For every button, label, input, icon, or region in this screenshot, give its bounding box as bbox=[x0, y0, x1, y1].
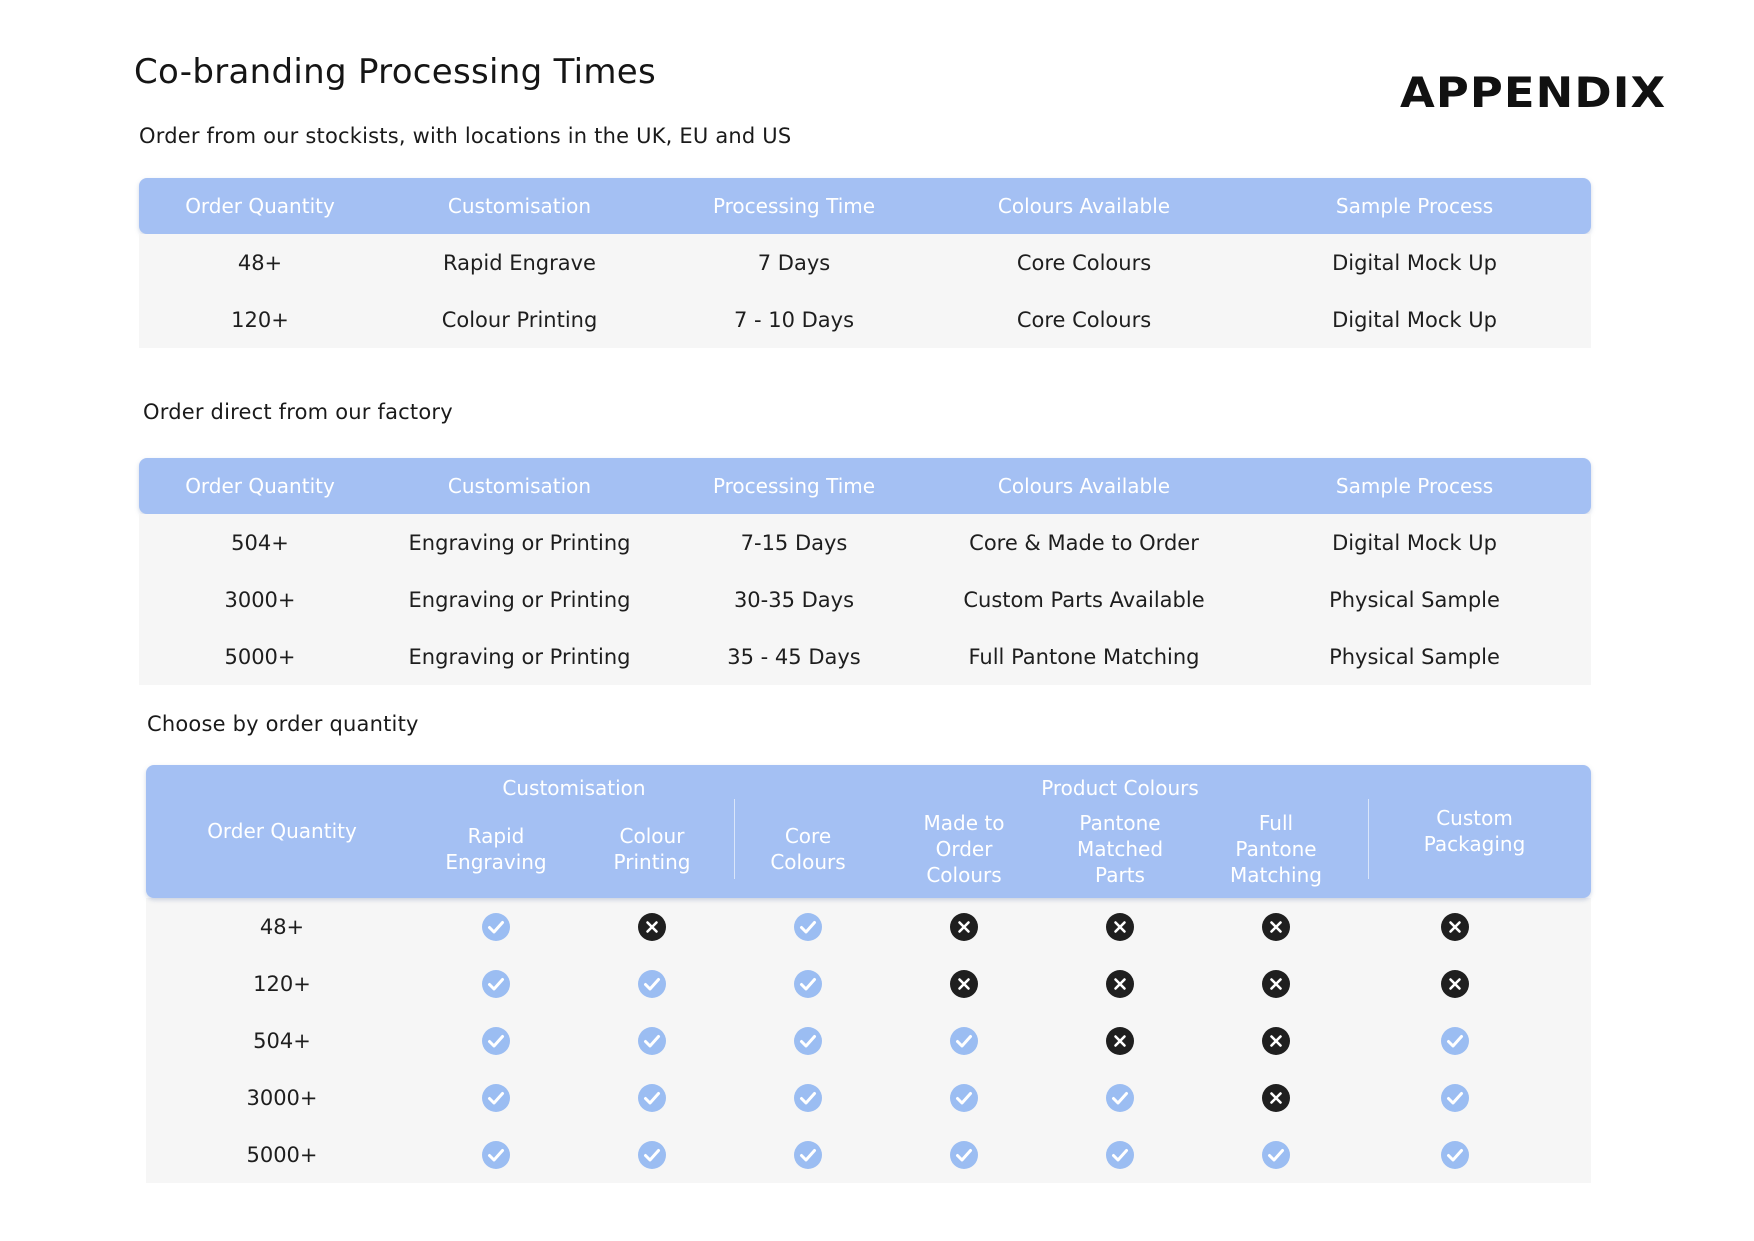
header-processing-time: Processing Time bbox=[712, 194, 876, 218]
check-icon bbox=[730, 1026, 886, 1056]
cross-icon bbox=[886, 969, 1042, 999]
header-order-quantity: Order Quantity bbox=[207, 819, 357, 843]
group-customisation: Customisation bbox=[502, 776, 646, 800]
page-title: Co-branding Processing Times bbox=[134, 52, 657, 92]
header-core-colours bbox=[730, 823, 886, 875]
cross-icon bbox=[1198, 912, 1354, 942]
cell-quantity: 120+ bbox=[253, 971, 311, 996]
cell-quantity: 5000+ bbox=[224, 644, 296, 669]
cell-colours: Core Colours bbox=[1016, 250, 1152, 275]
table-row bbox=[146, 1126, 1591, 1183]
header-line: Custom bbox=[1436, 806, 1513, 830]
header-custom-packaging bbox=[1374, 805, 1575, 857]
header-full-pantone bbox=[1198, 810, 1354, 888]
header-colours-available: Colours Available bbox=[997, 474, 1171, 498]
header-line: Packaging bbox=[1423, 832, 1526, 856]
header-colour-printing bbox=[574, 823, 730, 875]
table-header bbox=[139, 458, 1591, 514]
header-line: Engraving bbox=[445, 850, 547, 874]
table-row bbox=[139, 628, 1591, 685]
stockists-table bbox=[139, 178, 1591, 348]
cell-quantity: 5000+ bbox=[246, 1142, 318, 1167]
table-row bbox=[139, 291, 1591, 348]
cell-quantity: 48+ bbox=[259, 914, 305, 939]
header-line: Pantone bbox=[1079, 811, 1161, 835]
cell-sample: Digital Mock Up bbox=[1332, 307, 1497, 332]
check-icon bbox=[730, 969, 886, 999]
check-icon bbox=[886, 1140, 1042, 1170]
cell-quantity: 48+ bbox=[237, 250, 283, 275]
check-icon bbox=[418, 1083, 574, 1113]
quantity-matrix bbox=[146, 765, 1591, 1183]
section2-heading: Order direct from our factory bbox=[143, 400, 453, 424]
check-icon bbox=[1354, 1140, 1555, 1170]
cell-customisation: Engraving or Printing bbox=[408, 587, 631, 612]
check-icon bbox=[418, 1140, 574, 1170]
cross-icon bbox=[574, 912, 730, 942]
cell-quantity: 504+ bbox=[231, 530, 289, 555]
cell-customisation: Engraving or Printing bbox=[408, 644, 631, 669]
table-row bbox=[139, 571, 1591, 628]
check-icon bbox=[418, 912, 574, 942]
cross-icon bbox=[1198, 969, 1354, 999]
header-colours-available: Colours Available bbox=[997, 194, 1171, 218]
header-sample-process: Sample Process bbox=[1335, 474, 1494, 498]
cell-quantity: 3000+ bbox=[246, 1085, 318, 1110]
cross-icon bbox=[1198, 1026, 1354, 1056]
matrix-header bbox=[146, 765, 1591, 898]
cell-processing-time: 35 - 45 Days bbox=[727, 644, 861, 669]
cell-processing-time: 7-15 Days bbox=[740, 530, 848, 555]
check-icon bbox=[574, 969, 730, 999]
header-line: Printing bbox=[613, 850, 691, 874]
header-divider bbox=[1368, 799, 1369, 879]
check-icon bbox=[1042, 1140, 1198, 1170]
header-order-quantity: Order Quantity bbox=[185, 194, 335, 218]
cell-customisation: Rapid Engrave bbox=[443, 250, 596, 275]
cross-icon bbox=[1042, 912, 1198, 942]
table-row bbox=[146, 1012, 1591, 1069]
header-line: Parts bbox=[1095, 863, 1145, 887]
cell-colours: Custom Parts Available bbox=[963, 587, 1205, 612]
check-icon bbox=[730, 1083, 886, 1113]
cell-customisation: Colour Printing bbox=[441, 307, 598, 332]
check-icon bbox=[730, 1140, 886, 1170]
check-icon bbox=[574, 1083, 730, 1113]
cell-processing-time: 30-35 Days bbox=[733, 587, 855, 612]
table-row bbox=[139, 514, 1591, 571]
check-icon bbox=[418, 969, 574, 999]
cell-customisation: Engraving or Printing bbox=[408, 530, 631, 555]
matrix-body bbox=[146, 898, 1591, 1183]
header-line: Matching bbox=[1230, 863, 1322, 887]
check-icon bbox=[1042, 1083, 1198, 1113]
header-customisation: Customisation bbox=[447, 474, 592, 498]
header-pantone-parts bbox=[1042, 810, 1198, 888]
cell-sample: Digital Mock Up bbox=[1332, 250, 1497, 275]
header-made-to-order bbox=[886, 810, 1042, 888]
cell-processing-time: 7 Days bbox=[757, 250, 831, 275]
header-line: Full bbox=[1258, 811, 1294, 835]
cell-sample: Digital Mock Up bbox=[1332, 530, 1497, 555]
cross-icon bbox=[1042, 969, 1198, 999]
header-sample-process: Sample Process bbox=[1335, 194, 1494, 218]
section1-heading: Order from our stockists, with locations in the UK, EU and US bbox=[139, 124, 792, 148]
check-icon bbox=[886, 1026, 1042, 1056]
cell-colours: Core Colours bbox=[1016, 307, 1152, 332]
header-processing-time: Processing Time bbox=[712, 474, 876, 498]
check-icon bbox=[1354, 1083, 1555, 1113]
cross-icon bbox=[1042, 1026, 1198, 1056]
cell-sample: Physical Sample bbox=[1329, 644, 1500, 669]
header-line: Colours bbox=[770, 850, 846, 874]
header-line: Made to bbox=[923, 811, 1005, 835]
header-line: Colour bbox=[619, 824, 685, 848]
header-line: Colours bbox=[926, 863, 1002, 887]
check-icon bbox=[574, 1140, 730, 1170]
table-row bbox=[139, 234, 1591, 291]
table-row bbox=[146, 898, 1591, 955]
check-icon bbox=[730, 912, 886, 942]
section3-heading: Choose by order quantity bbox=[147, 712, 419, 736]
header-line: Pantone bbox=[1235, 837, 1317, 861]
header-customisation: Customisation bbox=[447, 194, 592, 218]
cross-icon bbox=[886, 912, 1042, 942]
cell-processing-time: 7 - 10 Days bbox=[733, 307, 855, 332]
header-line: Rapid bbox=[467, 824, 525, 848]
cross-icon bbox=[1354, 969, 1555, 999]
cross-icon bbox=[1198, 1083, 1354, 1113]
brand-logo: APPENDIX bbox=[1400, 68, 1667, 117]
cross-icon bbox=[1354, 912, 1555, 942]
factory-table bbox=[139, 458, 1591, 685]
check-icon bbox=[1198, 1140, 1354, 1170]
cell-colours: Full Pantone Matching bbox=[968, 644, 1200, 669]
table-row bbox=[146, 1069, 1591, 1126]
table-header bbox=[139, 178, 1591, 234]
header-rapid-engraving bbox=[418, 823, 574, 875]
check-icon bbox=[886, 1083, 1042, 1113]
header-line: Order bbox=[935, 837, 993, 861]
cell-colours: Core & Made to Order bbox=[969, 530, 1199, 555]
table-row bbox=[146, 955, 1591, 1012]
check-icon bbox=[418, 1026, 574, 1056]
cell-quantity: 504+ bbox=[253, 1028, 311, 1053]
group-product-colours: Product Colours bbox=[1041, 776, 1199, 800]
header-order-quantity: Order Quantity bbox=[185, 474, 335, 498]
header-line: Matched bbox=[1076, 837, 1164, 861]
cell-quantity: 3000+ bbox=[224, 587, 296, 612]
cell-sample: Physical Sample bbox=[1329, 587, 1500, 612]
cell-quantity: 120+ bbox=[231, 307, 289, 332]
header-line: Core bbox=[784, 824, 832, 848]
check-icon bbox=[574, 1026, 730, 1056]
check-icon bbox=[1354, 1026, 1555, 1056]
